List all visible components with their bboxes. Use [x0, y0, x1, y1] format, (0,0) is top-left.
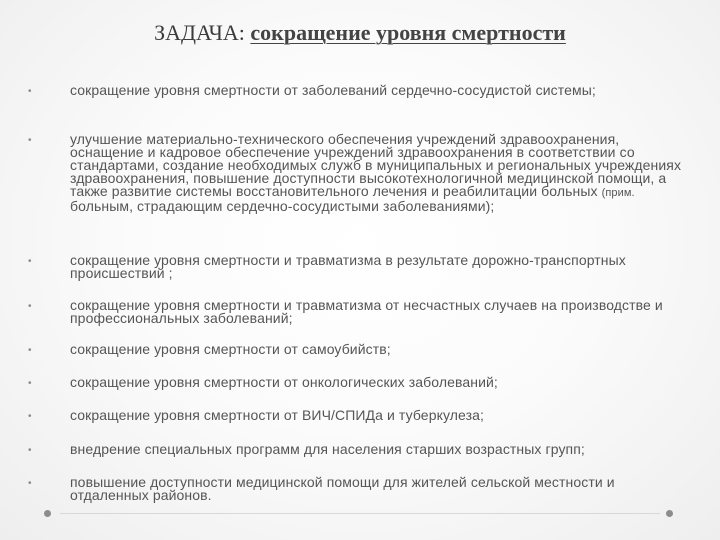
list-item [28, 341, 690, 357]
bullet-text: сокращение уровня смертности от ВИЧ/СПИДа и туберкулеза; [70, 407, 484, 423]
bullet-icon: • [28, 256, 32, 267]
list-item [28, 441, 690, 457]
bullet-icon: • [28, 378, 32, 389]
list-item [28, 131, 690, 214]
bullet-icon: • [28, 86, 32, 97]
bullet-icon: • [28, 345, 32, 356]
bullet-text: сокращение уровня смертности от самоубийств; [70, 341, 391, 357]
bullet-text: сокращение уровня смертности от онкологических заболеваний; [70, 374, 498, 390]
list-item [28, 252, 690, 281]
bullet-icon: • [28, 445, 32, 456]
bullet-text-tail: больным, страдающим сердечно-сосудистыми заболеваниями); [70, 198, 495, 214]
slide-title [0, 20, 720, 46]
title-main: сокращение уровня смертности [250, 20, 566, 45]
bullet-text-main: улучшение материально-технического обеспечения учреждений здравоохранения, оснащение и кадровое обеспечение учреждений здравоохранения в соответствии со стандартами, создание необходимых служб в муниципальных и региональных учреждениях здравоохранения, повышение доступности высокотехнологичной медицинской помощи, а также развитие системы восстановительного лечения и реабилитации больных [70, 131, 682, 199]
bullet-text: сокращение уровня смертности и травматизма в результате дорожно-транспортных происшествий ; [70, 252, 626, 281]
bullet-icon: • [28, 135, 32, 146]
list-item [28, 297, 690, 326]
bullet-text: повышение доступности медицинской помощи для жителей сельской местности и отдаленных районов. [70, 474, 615, 503]
title-prefix: ЗАДАЧА: [154, 20, 251, 45]
list-item [28, 374, 690, 390]
bullet-text-note: (прим. [601, 187, 635, 199]
bullet-text [70, 133, 690, 213]
footer-divider [60, 513, 660, 514]
bullet-text: внедрение специальных программ для населения старших возрастных групп; [70, 441, 585, 457]
bullet-text: сокращение уровня смертности и травматизма от несчастных случаев на производстве и профессиональных заболеваний; [70, 297, 663, 326]
bullet-text: сокращение уровня смертности от заболеваний сердечно-сосудистой системы; [70, 82, 596, 98]
list-item [28, 407, 690, 423]
list-item [28, 474, 690, 503]
left-decor-dot-icon [44, 510, 51, 517]
bullet-icon: • [28, 411, 32, 422]
list-item [28, 82, 690, 98]
bullet-icon: • [28, 478, 32, 489]
bullet-icon: • [28, 301, 32, 312]
right-decor-dot-icon [666, 510, 673, 517]
